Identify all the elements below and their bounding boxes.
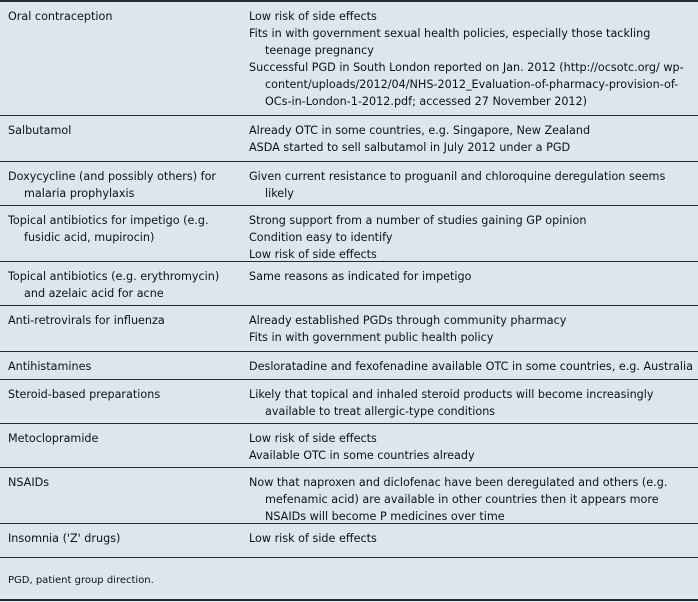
drug-name: Steroid-based preparations [8,388,161,401]
drug-name: Metoclopramide [8,432,99,445]
reasons [249,530,693,547]
reason-line: Already OTC in some countries, e.g. Singapore, New Zealand [249,124,591,137]
drug-name: Insomnia ('Z' drugs) [8,532,121,545]
reason-line: Given current resistance to proguanil and chloroquine deregulation seems likely [249,170,666,200]
drug-name: Topical antibiotics (e.g. erythromycin) and azelaic acid for acne [8,270,220,300]
reasons [249,312,693,346]
reason-line: Successful PGD in South London reported on Jan. 2012 (http://ocsotc.org/ wp-content/uploads/2012/04/NHS-2012_Evaluation-of-pharmacy-provision-of-OCs-in-London-1-2012.pdf; accessed 27 November 2012) [249,61,684,108]
reason-line: Likely that topical and inhaled steroid products will become increasingly available to treat allergic-type conditions [249,388,654,418]
reason-line: Same reasons as indicated for impetigo [249,270,472,283]
reason-line: Available OTC in some countries already [249,449,475,462]
reasons [249,268,693,285]
reasons [249,168,693,202]
reasons [249,430,693,464]
reasons [249,358,693,375]
table-row [0,206,698,262]
reason-line: ASDA started to sell salbutamol in July 2012 under a PGD [249,141,571,154]
drug-name: NSAIDs [8,476,50,489]
table-row [0,352,698,380]
reason-line: Desloratadine and fexofenadine available OTC in some countries, e.g. Australia [249,360,693,373]
reason-line: Low risk of side effects [249,532,377,545]
drug-name: Topical antibiotics for impetigo (e.g. fusidic acid, mupirocin) [8,214,209,244]
reasons [249,212,693,263]
reason-line: Fits in with government sexual health policies, especially those tackling teenage pregnancy [249,27,651,57]
drug-name: Anti-retrovirals for influenza [8,314,165,327]
reason-line: Low risk of side effects [249,248,377,261]
reasons [249,386,693,420]
reasons [249,474,693,525]
drug-name: Doxycycline (and possibly others) for malaria prophylaxis [8,170,217,200]
reason-line: Now that naproxen and diclofenac have been deregulated and others (e.g. mefenamic acid) are available in other countries then it appears more NSAIDs will become P medicines over time [249,476,668,523]
drug-name: Oral contraception [8,10,113,23]
table-row [0,162,698,206]
drug-name: Salbutamol [8,124,72,137]
table-row [0,380,698,424]
reason-line: Strong support from a number of studies gaining GP opinion [249,214,587,227]
table-row [0,262,698,306]
table-row [0,524,698,558]
table-bottom-border [0,599,698,601]
table-row [0,468,698,524]
table-row [0,306,698,352]
reasons [249,122,693,156]
reason-line: Low risk of side effects [249,432,377,445]
reason-line: Low risk of side effects [249,10,377,23]
reason-line: Fits in with government public health policy [249,331,494,344]
table-row [0,2,698,116]
drug-name: Antihistamines [8,360,92,373]
reasons [249,8,693,110]
reason-line: Already established PGDs through community pharmacy [249,314,567,327]
reason-line: Condition easy to identify [249,231,393,244]
table-footnote: PGD, patient group direction. [8,575,154,586]
table-row [0,424,698,468]
table-row [0,116,698,162]
